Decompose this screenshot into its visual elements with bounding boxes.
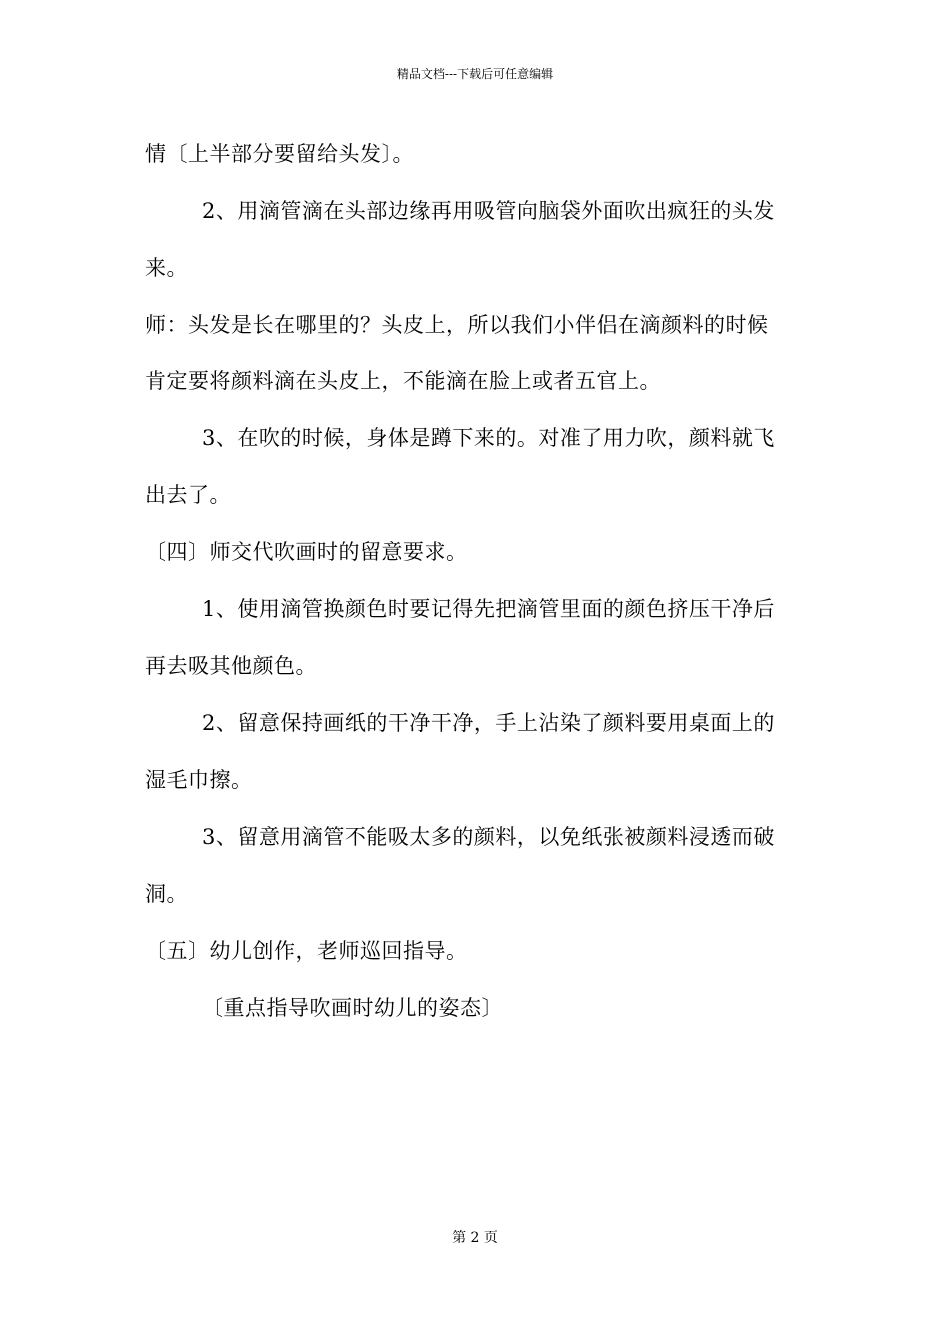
body-line: 洞。: [145, 882, 188, 906]
body-line: 3、在吹的时候，身体是蹲下来的。对准了用力吹，颜料就飞: [202, 426, 775, 450]
body-line: 2、留意保持画纸的干净干净，手上沾染了颜料要用桌面上的: [202, 711, 775, 735]
body-line: 2、用滴管滴在头部边缘再用吸管向脑袋外面吹出疯狂的头发: [202, 199, 775, 223]
body-line: 肯定要将颜料滴在头皮上，不能滴在脸上或者五官上。: [145, 369, 661, 393]
section-heading: 〔五〕幼儿创作，老师巡回指导。: [145, 939, 468, 963]
body-line: 〔重点指导吹画时幼儿的姿态〕: [202, 996, 503, 1020]
body-line: 湿毛巾擦。: [145, 768, 253, 792]
body-line: 3、留意用滴管不能吸太多的颜料，以免纸张被颜料浸透而破: [202, 825, 775, 849]
body-line: 1、使用滴管换颜色时要记得先把滴管里面的颜色挤压干净后: [202, 597, 775, 621]
body-line: 出去了。: [145, 483, 231, 507]
page-number: 第 2 页: [452, 1230, 498, 1246]
section-heading: 〔四〕师交代吹画时的留意要求。: [145, 540, 468, 564]
body-line: 来。: [145, 256, 188, 280]
document-header: 精品文档---下载后可任意编辑: [396, 67, 554, 81]
body-line: 再去吸其他颜色。: [145, 654, 317, 678]
body-line: 情〔上半部分要留给头发〕。: [145, 142, 414, 166]
body-line: 师：头发是长在哪里的？头皮上，所以我们小伴侣在滴颜料的时候: [145, 313, 769, 337]
